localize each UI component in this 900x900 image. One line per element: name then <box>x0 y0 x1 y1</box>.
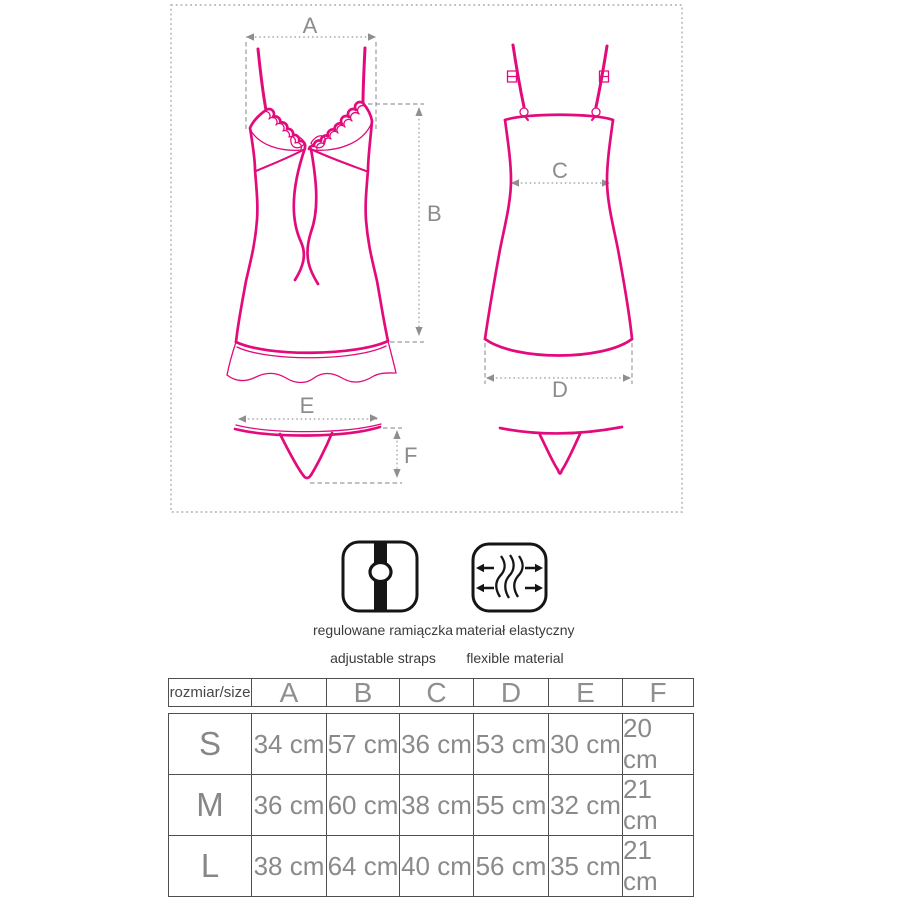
size-label-s: S <box>198 725 221 762</box>
value-s-e: 30 cm <box>548 714 622 774</box>
feature-caption-material <box>415 622 615 666</box>
value-s-a: 34 cm <box>251 714 326 774</box>
thong-front-view <box>235 424 381 478</box>
value-s-c: 36 cm <box>399 714 473 774</box>
col-header-a: A <box>251 679 326 706</box>
thong-back-view <box>500 427 622 474</box>
value-s-b: 57 cm <box>326 714 399 774</box>
value-m-b: 60 cm <box>326 774 399 835</box>
dim-letter-f: F <box>404 443 418 468</box>
value-s-d: 53 cm <box>473 714 548 774</box>
value-m-f: 21 cm <box>622 774 693 835</box>
size-table-header <box>168 678 694 707</box>
dim-letter-a: A <box>302 13 318 38</box>
feature-label-en: adjustable straps <box>330 650 436 666</box>
value-l-d: 56 cm <box>473 835 548 896</box>
adjustable-straps-icon <box>341 540 419 614</box>
dim-letter-d: D <box>552 377 568 402</box>
col-header-d: D <box>473 679 548 706</box>
col-header-b: B <box>326 679 399 706</box>
value-l-b: 64 cm <box>326 835 399 896</box>
value-l-f: 21 cm <box>622 835 693 896</box>
dimension-lines <box>238 33 632 483</box>
col-header-c: C <box>399 679 473 706</box>
dim-letter-b: B <box>427 201 442 226</box>
value-m-d: 55 cm <box>473 774 548 835</box>
dimension-letters <box>300 13 568 468</box>
dim-letter-c: C <box>552 158 568 183</box>
value-l-a: 38 cm <box>251 835 326 896</box>
value-s-f: 20 cm <box>622 714 693 774</box>
col-header-e: E <box>548 679 622 706</box>
flexible-material-icon <box>471 542 548 614</box>
feature-label-pl: materiał elastyczny <box>455 622 575 638</box>
value-l-e: 35 cm <box>548 835 622 896</box>
corner-label: rozmiar/size <box>169 684 251 701</box>
size-table <box>168 678 694 897</box>
value-l-c: 40 cm <box>399 835 473 896</box>
chemise-back-view <box>485 45 632 356</box>
size-table-body <box>168 713 694 897</box>
size-label-m: M <box>169 774 251 835</box>
value-m-e: 32 cm <box>548 774 622 835</box>
feature-label-pl: regulowane ramiączka <box>312 622 454 638</box>
dim-letter-e: E <box>299 393 315 418</box>
col-header-f: F <box>622 679 693 706</box>
value-m-a: 36 cm <box>251 774 326 835</box>
value-m-c: 38 cm <box>399 774 473 835</box>
diagram-frame <box>171 5 682 512</box>
feature-label-en: flexible material <box>466 650 564 666</box>
chemise-front-view <box>227 48 396 383</box>
size-label-l: L <box>169 835 251 896</box>
